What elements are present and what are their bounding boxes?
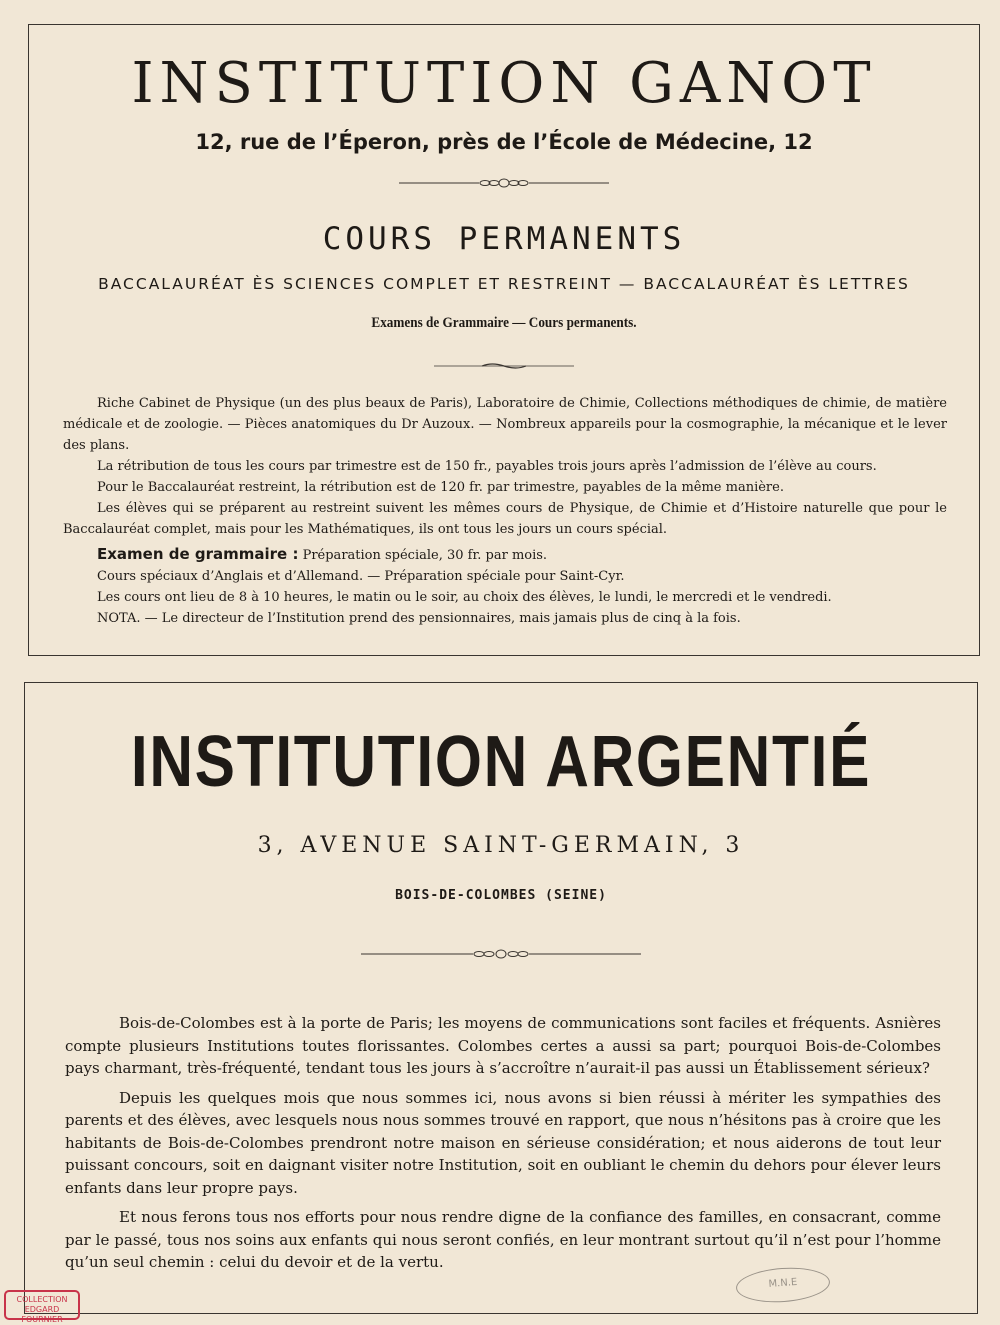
museum-stamp: M.N.E	[735, 1265, 831, 1305]
nota-paragraph: NOTA. — Le directeur de l’Institution prend des pensionnaires, mais jamais plus de cinq à la fois.	[97, 611, 741, 626]
exam-line: Examens de Grammaire — Cours permanents.	[371, 315, 637, 331]
ganot-paragraph: Pour le Baccalauréat restreint, la rétribution est de 120 fr. par trimestre, payables de la même manière.	[97, 480, 784, 495]
bac-subheading: BACCALAURÉAT ÈS SCIENCES COMPLET ET RESTREINT — BACCALAURÉAT ÈS LETTRES	[98, 275, 910, 293]
cours-heading: COURS PERMANENTS	[322, 221, 686, 257]
argentie-address: 3, AVENUE SAINT-GERMAIN, 3	[257, 833, 745, 858]
argentie-notice	[24, 682, 978, 1314]
argentie-paragraph: Et nous ferons tous nos efforts pour nous rendre digne de la confiance des familles, en consacrant, comme par le passé, tous nos soins aux enfants qui nous seront confiés, en leur montrant surtout qu’il n’est pour l’homme qu’un seul chemin : celui du devoir et de la vertu.	[65, 1208, 941, 1271]
ganot-paragraph: Riche Cabinet de Physique (un des plus beaux de Paris), Laboratoire de Chimie, Collections méthodiques de chimie, de matière médicale et de zoologie. — Pièces anatomiques du Dr Auzoux. — Nombreux appareils pour la cosmographie, la mécanique et le lever des plans.	[63, 396, 947, 453]
ganot-paragraph: La rétribution de tous les cours par trimestre est de 150 fr., payables trois jours après l’admission de l’élève au cours.	[97, 459, 877, 474]
grammar-paragraph	[63, 544, 947, 566]
ganot-notice	[28, 24, 980, 656]
ganot-paragraph: Les élèves qui se préparent au restreint suivent les mêmes cours de Physique, de Chimie et d’Histoire naturelle que pour le Baccalauréat complet, mais pour les Mathématiques, ils ont tous les jours un cours spécial.	[63, 501, 947, 537]
ganot-address: 12, rue de l’Éperon, près de l’École de Médecine, 12	[195, 130, 813, 154]
ganot-title: INSTITUTION GANOT	[131, 51, 877, 116]
argentie-paragraph: Bois-de-Colombes est à la porte de Paris; les moyens de communications sont faciles et fréquents. Asnières compte plusieurs Institutions toutes florissantes. Colombes certes a aussi sa part; pourquoi Bois-de-Colombes pays charmant, très-fréquenté, tendant tous les jours à s’accroître n’aurait-il pas aussi un Établissement sérieux?	[65, 1014, 941, 1077]
argentie-paragraph: Depuis les quelques mois que nous sommes ici, nous avons si bien réussi à mériter les sympathies des parents et des élèves, avec lesquels nous nous sommes trouvé en rapport, que nous n’hésitons pas à croire que les habitants de Bois-de-Colombes prendront notre maison en sérieuse considération; et nous aiderons de tout leur puissant concours, soit en daignant visiter notre Institution, soit en oubliant le chemin du dehors pour élever leurs enfants dans leur propre pays.	[65, 1088, 941, 1197]
ganot-paragraph: Les cours ont lieu de 8 à 10 heures, le matin ou le soir, au choix des élèves, le lundi, le mercredi et le vendredi.	[97, 590, 832, 605]
argentie-body	[65, 1012, 941, 1281]
small-ornament-icon	[29, 355, 979, 374]
ganot-paragraph: Cours spéciaux d’Anglais et d’Allemand. — Préparation spéciale pour Saint-Cyr.	[97, 569, 625, 584]
grammar-heading: Examen de grammaire :	[97, 545, 299, 563]
collection-stamp-line: EDGARD FOURNIER	[21, 1305, 63, 1324]
ornament-divider-icon	[29, 175, 979, 194]
collection-stamp	[4, 1290, 80, 1324]
collection-stamp-line: COLLECTION	[16, 1295, 68, 1304]
ornament-divider-icon	[25, 946, 977, 965]
argentie-locality: BOIS-DE-COLOMBES (SEINE)	[395, 888, 607, 903]
ganot-body	[63, 393, 947, 629]
argentie-title: INSTITUTION ARGENTIÉ	[130, 722, 872, 802]
grammar-text: Préparation spéciale, 30 fr. par mois.	[298, 548, 548, 563]
